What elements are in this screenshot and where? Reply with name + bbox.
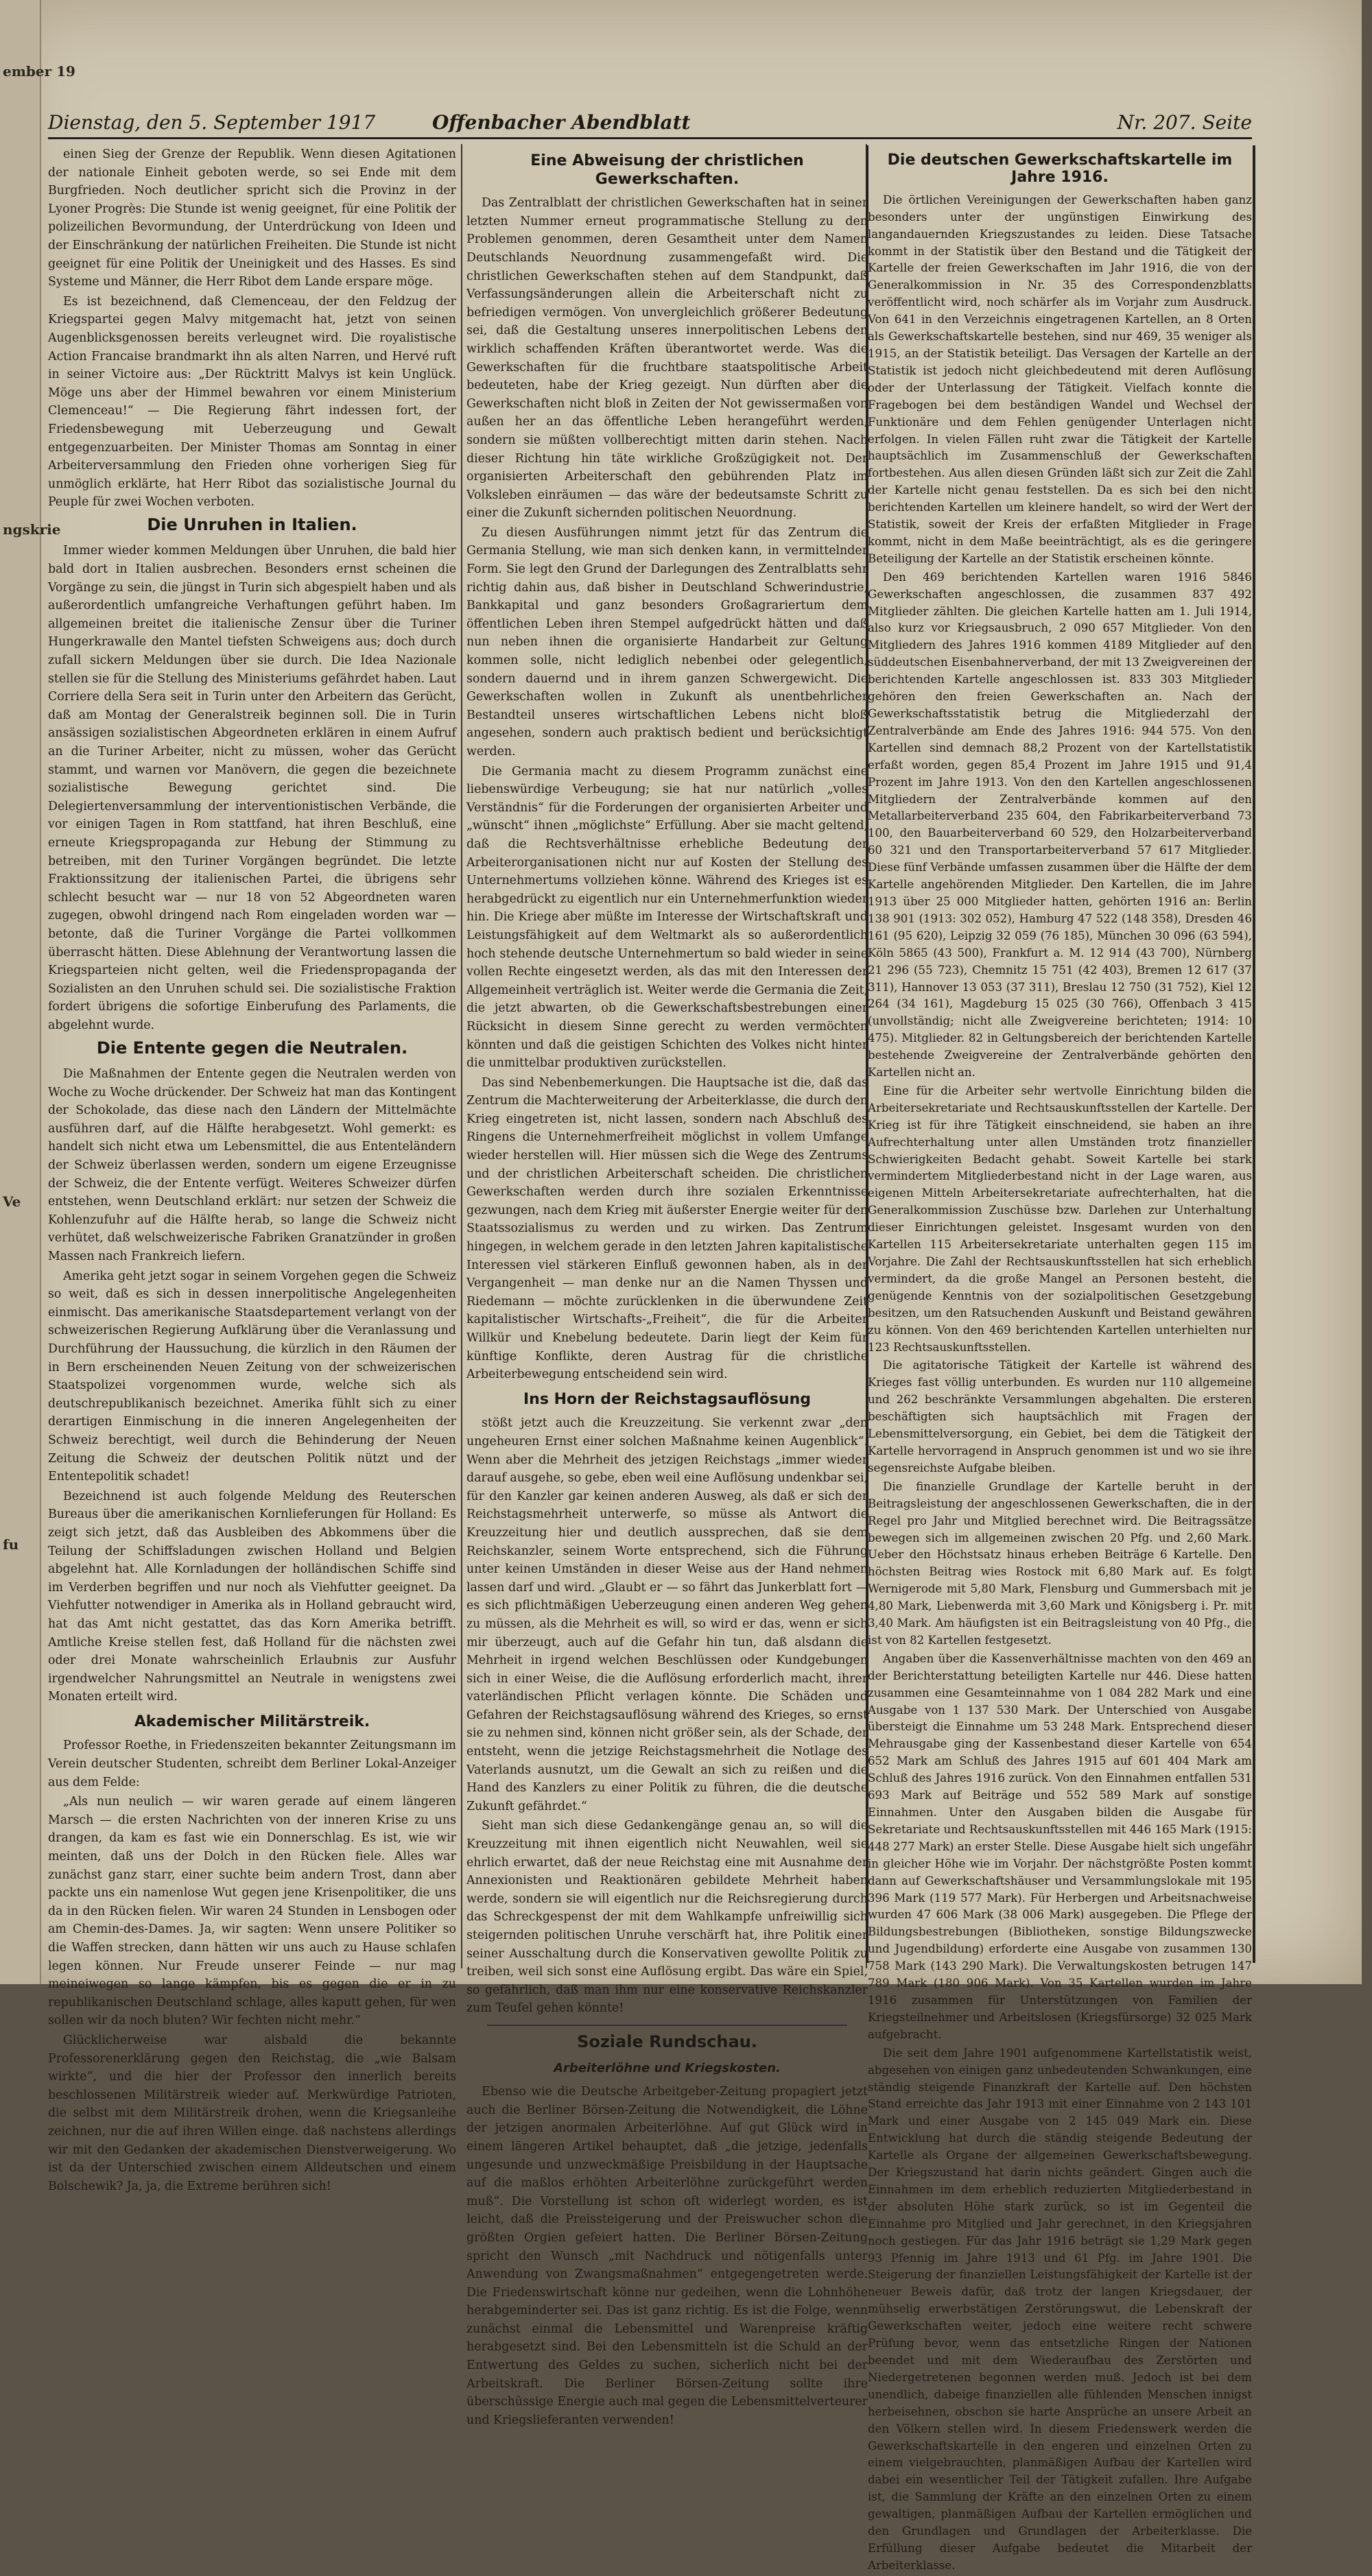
previous-page-strip [0,0,75,1984]
masthead-date: Dienstag, den 5. September 1917 [48,111,376,134]
strip-fragment: ngskrie [3,521,61,538]
paragraph: Die Maßnahmen der Entente gegen die Neutralen werden von Woche zu Woche drückender. Der Schweiz hat man das Kontingent der Schokolade, das diese nach den Ländern der Mittelmächte ausführen darf, auf die Hälfte herabgesetzt. Wohl gemerkt: es handelt sich nicht etwa um Lebensmittel, die aus Ententeländern der Schweiz überlassen werden, sondern um eigene Erzeugnisse der Schweiz, die der Entente verfügt. Weiteres Schweizer dürfen entstehen, wenn Deutschland erklärt: nur setzen der Schweiz die Kohlenzufuhr auf die Hälfte herab, so lange die Schweiz nicht verhütet, daß welschweizerische Fabriken Granatzünder in großen Massen nach Frankreich liefern. [48,1067,456,1264]
headline-militaer: Akademischer Militärstreik. [134,1713,370,1730]
paragraph: Die agitatorische Tätigkeit der Kartelle ist während des Krieges fast völlig unterbunden. Es wurden nur 110 allgemeine und 262 beschränkte Versammlungen abgehalten. Die ersteren beschäftigten sich hauptsächlich mit Fragen der Lebensmittelversorgung, ein Gebiet, bei dem die Tätigkeit der Kartelle hervorragend in Anspruch genommen ist und wo sie ihre segensreichste Aufgabe bleiben. [868,1359,1252,1475]
paragraph: Es ist bezeichnend, daß Clemenceau, der den Feldzug der Kriegspartei gegen Malvy mitgemacht hat, jetzt von seinen Augenblicksgenossen bereits verleugnet wird. Die royalistische Action Francaise brandmarkt ihn als alten Narren, und Hervé ruft in seiner Victoire aus: „Der Rücktritt Malvys ist kein Unglück. Möge uns aber der Himmel bewahren vor einem Ministerium Clemenceau!“ — Die Regierung fährt indessen fort, der Friedensbewegung mit Ueberzeugung und Gewalt entgegenzuarbeiten. Der Minister Thomas am Sonntag in einer Arbeiterversammlung den Frieden ohne vorherigen Sieg für unmöglich erklärte, hat Herr Ribot das sozialistische Journal du Peuple für zwei Wochen verboten. [48,294,456,510]
strip-fragment: ember 19 [3,63,75,80]
paragraph: Die finanzielle Grundlage der Kartelle beruht in der Beitragsleistung der angeschlossenen Gewerkschaften, die in der Regel pro Jahr und Mitglied berechnet wird. Die Beitragssätze bewegen sich im allgemeinen zwischen 20 Pfg. und 2,60 Mark. Ueber den Höchstsatz hinaus erheben Beiträge 6 Kartelle. Den höchsten Beitrag wies Rostock mit 6,80 Mark auf. Es folgt Wernigerode mit 5,80 Mark, Flensburg und Gummersbach mit je 4,80 Mark, Liebenwerda mit 3,60 Mark und Königsberg i. Pr. mit 3,40 Mark. Am häufigsten ist ein Beitragsleistung von 40 Pfg., die ist von 82 Kartellen festgesetzt. [868,1479,1252,1647]
paragraph: „Als nun neulich — wir waren gerade auf einem längeren Marsch — die ersten Nachrichten von der inneren Krise zu uns drangen, da kam es fast wie ein Donnerschlag. Es ist, wie wir meinten, daß uns der Dolch in den Rücken fiele. Alles war zunächst ganz starr, einer suchte beim andern Trost, dann aber packte uns ein namenlose Wut gegen jene Krisenpolitiker, die uns da in den Rücken fielen. Wir waren 24 Stunden in Lensbogen oder am Chemin-des-Dames. Ja, wir sagten: Wenn unsere Politiker so die Waffen strecken, dann hätten wir uns auch zu Hause schlafen legen können. Nur Freude unserer Feinde — nur mag meineiwegen so lange kämpfen, bis es gegen die er in zu republikanischen Deutschland schlage, alles kaputt gehen, für wen sollen wir da noch bluten? Wir fechten nicht mehr.“ [48,1795,456,2028]
paragraph: Die Germania macht zu diesem Programm zunächst eine liebenswürdige Verbeugung; sie hat nur natürlich „volles Verständnis“ für die Forderungen der organisierten Arbeiter und „wünscht“ ihnen „möglichste“ Erfüllung. Aber sie macht geltend, daß die Rechtsverhältnisse erhebliche Bedeutung der Arbeiterorganisationen nicht nur auf Kosten der Stellung des Unternehmertums vollziehen könne. Während des Krieges ist es herabgedrückt zu eigentlich nur ein Unternehmerfunktion wieder hin. Die Kriege aber müßte im Interesse der Wirtschaftskraft und Leistungsfähigkeit auf dem Weltmarkt als so außerordentlich hoch stehende deutsche Unternehmertum so bald wieder in seine vollen Rechte eingesetzt werden, als das mit den Interessen der Allgemeinheit verträglich ist. Weiter werde die Germania die Zeit, die jetzt abwarten, ob die Gewerkschaftsbestrebungen einer Rücksicht in diesem Sinne gerecht zu werden vermöchten könnten und daß die geistigen Schichten des Volkes nicht hinter die unmittelbar produktiven zurückstellen. [466,764,868,1071]
paragraph: Den 469 berichtenden Kartellen waren 1916 5846 Gewerkschaften angeschlossen, die zusammen 837 492 Mitglieder zählten. Die gleichen Kartelle hatten am 1. Juli 1914, also kurz vor Kriegsausbruch, 2 090 657 Mitglieder. Von den Mitgliedern des Jahres 1916 kommen 4189 Mitglieder auf den süddeutschen Eisenbahnerverband, der mit 13 Zweigvereinen der berichtenden Kartelle angeschlossen ist. 833 303 Mitglieder gehören den freien Gewerkschaften an. Nach der Gewerkschaftsstatistik betrug die Mitgliederzahl der Zentralverbände am Ende des Jahres 1916: 944 575. Von den Kartellen sind demnach 88,2 Prozent von der Kartellstatistik erfaßt worden, gegen 85,4 Prozent im Jahre 1915 und 91,4 Prozent im Jahre 1913. Von den den Kartellen angeschlossenen Mitgliedern der Zentralverbände kommen auf den Metallarbeiterverband 235 604, den Fabrikarbeiterverband 73 100, den Bauarbeiterverband 60 529, den Holzarbeiterverband 60 321 und den Transportarbeiterverband 57 617 Mitglieder. Diese fünf Verbände umfassen zusammen über die Hälfte der dem Kartelle angehörenden Mitglieder. Den Kartellen, die im Jahre 1913 über 25 000 Mitglieder hatten, gehörten 1916 an: Berlin 138 901 (1913: 302 052), Hamburg 47 522 (148 358), Dresden 46 161 (95 620), Leipzig 32 059 (76 185), München 30 096 (63 594), Köln 5865 (43 500), Frankfurt a. M. 12 914 (43 700), Nürnberg 21 296 (55 723), Chemnitz 15 751 (42 403), Bremen 12 617 (37 311), Hannover 13 053 (37 311), Breslau 12 750 (31 752), Kiel 12 264 (34 161), Magdeburg 15 025 (30 766), Offenbach 3 415 (unvollständig; nicht alle Zweigvereine berichteten; 1914: 10 475). Mitglieder. 82 in Geltungsbereich der berichtenden Kartelle bestehende Zweigvereine der Zentralverbände gehörten den Kartellen nicht an. [868,570,1252,1080]
paragraph: Das sind Nebenbemerkungen. Die Hauptsache ist die, daß das Zentrum die Machterweiterung der Arbeiterklasse, die durch den Krieg eingetreten ist, nicht lassen, sondern nach Abschluß des Ringens die Unternehmerfreiheit möglichst in vollem Umfange wieder herstellen will. Hier müssen sich die Wege des Zentrums und der christlichen Arbeiterschaft scheiden. Die christlichen Gewerkschaften werden durch ihre sozialen Erkenntnisse gezwungen, nach dem Krieg mit äußerster Energie weiter für den Staatssozialismus zu werden und zu wirken. Das Zentrum hingegen, in welchem gerade in den letzten Jahren kapitalistische Interessen viel stärkeren Einfluß gewonnen haben, als in der Vergangenheit — man denke nur an die Namen Thyssen und Riedemann — möchte zurücklenken in die überwundene Zeit kapitalistischer Wirtschafts-„Freiheit“, die für die Arbeiter Willkür und Knebelung bedeutete. Darin liegt der Keim für künftige Konflikte, deren Austrag für die christliche Arbeiterbewegung entscheidend sein wird. [466,1075,868,1382]
headline-abweisung: Eine Abweisung der christlichen Gewerkschaften. [530,152,804,188]
paragraph: Zu diesen Ausführungen nimmt jetzt für das Zentrum die Germania Stellung, wie man sich denken kann, in vermittelnder Form. Sie legt den Grund der Darlegungen des Zentralblatts sehr richtig dahin aus, daß bisher in Deutschland Schwerindustrie, Bankkapital und ganz besonders Großagrariertum dem öffentlichen Leben ihren Stempel aufgedrückt hätten und daß nun neben ihnen die organisierte Handarbeit zur Geltung kommen solle, nicht lediglich nebenbei oder gelegentlich, sondern dauernd und in ihrem ganzen Schwergewicht. Die Gewerkschaften wollen in Zukunft als unentbehrlicher Bestandteil unseres wirtschaftlichen Lebens nicht bloß angesehen, sondern auch praktisch bedient und berücksichtigt werden. [466,525,868,759]
headline-unruhen: Die Unruhen in Italien. [147,514,357,534]
headline-horn: Ins Horn der Reichstagsauflösung [523,1390,811,1408]
paragraph: stößt jetzt auch die Kreuzzeitung. Sie verkennt zwar „den ungeheuren Ernst einer solchen Maßnahme keinen Augenblick“. Wenn aber die Mehrheit des jetzigen Reichstags „immer wieder darauf ausgehe, so gebe, eben weil eine Auflösung undenkbar sei, für den Kanzler gar keinen anderen Ausweg, als daß er sich der Reichstagsmehrheit unterwerfe, so müsse als Antwort die Kreuzzeitung hier und deutlich aussprechen, daß sie dem Reichskanzler, seinem Worte entsprechend, sich die Führung unter keinen Umständen in dieser Weise aus der Hand nehmen lassen darf und wird. „Glaubt er — so fährt das Junkerblatt fort — es sich pflichtmäßigen Ueberzeugung einen anderen Weg gehen zu müssen, als die Mehrheit es will, so wird er das, wenn er sich mir überzeugt, auch auf die Gefahr hin tun, daß alsdann die Mehrheit in irgend welchen Beschlüssen oder Kundgebungen sich in einer Weise, die die Auflösung erforderlich macht, ihrer vaterländischen Pflicht verlagen könnte. Die Schäden und Gefahren der Reichstagsauflösung während des Krieges, so ernst sie zu nehmen sind, können nicht größer sein, als der Schade, der entsteht, wenn die jetzige Reichstagsmehrheit die Notlage des Vaterlands ausnutzt, um die Gewalt an sich zu reißen und die Hand des Kanzlers zu einer Politik zu führen, die die deutsche Zukunft gefährdet.“ [466,1416,868,1813]
column-1 [48,145,456,2197]
paragraph: Eine für die Arbeiter sehr wertvolle Einrichtung bilden die Arbeitersekretariate und Rechtsauskunftsstellen der Kartelle. Der Krieg ist für ihre Tätigkeit einschneidend, sie haben an ihre Aufrechterhaltung unter allen Umständen trotz finanzieller Schwierigkeiten Bedacht gehabt. Soweit Kartelle bei stark vermindertem Mitgliederbestand nicht in der Lage waren, aus eigenen Mitteln Arbeitersekretariate aufrechterhalten, hat die Generalkommission Zuschüsse bzw. Darlehen zur Unterhaltung dieser Einrichtungen geleistet. Insgesamt wurden von den Kartellen 115 Arbeitersekretariate unterhalten gegen 115 im Vorjahre. Die Zahl der Rechtsauskunftsstellen hat sich erheblich vermindert, da die große Mangel an Personen besteht, die genügende Kenntnis von der sozialpolitischen Gesetzgebung besitzen, um den Ratsuchenden Auskunft und Beistand gewähren zu können. Von den 469 berichtenden Kartellen unterhielten nur 123 Rechtsauskunftsstellen. [868,1084,1252,1354]
paragraph: Das Zentralblatt der christlichen Gewerkschaften hat in seiner letzten Nummer erneut programmatische Stellung zu den Problemen genommen, deren Gesamtheit unter dem Namen Deutschlands Neuordnung zusammengefaßt wird. Die christlichen Gewerkschaften stehen auf dem Standpunkt, daß Verfassungsänderungen allein die Arbeiterschaft nicht zu befriedigen vermögen. Von unvergleichlich größerer Bedeutung sei, daß die Gestaltung unseres innerpolitischen Lebens den wirklich schaffenden Kräften überantwortet werde. Was die Gewerkschaften für die fruchtbare staatspolitische Arbeit bedeuteten, habe der Krieg gezeigt. Nun dürften aber die Gewerkschaften nicht bloß in Zeiten der Not gewissermaßen von außen her an das öffentliche Leben herangeführt werden, sondern sie müßten vollberechtigt mitten darin stehen. Nach dieser Richtung hin täte wirkliche Großzügigkeit not. Der organisierten Arbeiterschaft den gebührenden Platz im Volksleben einräumen — das wäre der bedeutsamste Schritt zu einer die Zukunft sichernden politischen Neuordnung. [466,196,868,521]
column-rule [461,144,462,1968]
paragraph: Amerika geht jetzt sogar in seinem Vorgehen gegen die Schweiz so weit, daß es sich in dessen innerpolitische Angelegenheiten einmischt. Das amerikanische Staatsdepartement verlangt von der schweizerischen Regierung Aufklärung über die Veranlassung und Durchführung der Haussuchung, die kürzlich in den Räumen der in Bern erscheinenden Neuen Zeitung von der schweizerischen Staatspolizei vorgenommen wurde, welche sich als deutschrepublikanisch bezeichnet. Amerika fühlt sich zu einer derartigen Einmischung in die inneren Angelegenheiten der Schweiz berechtigt, weil durch die Behinderung der Neuen Zeitung die Schweiz der deutschen Politik nützt und der Ententepolitik schadet! [48,1269,456,1484]
column-3 [868,145,1252,2576]
paragraph: Sieht man sich diese Gedankengänge genau an, so will die Kreuzzeitung mit ihnen eigentlich nicht Neuwahlen, weil sie ehrlich erwartet, daß der neue Reichstag eine mit Ausnahme der Annexionisten und Reaktionären gebildete Mehrheit haben werde, sondern sie will eigentlich nur die Reichsregierung durch das Schreckgespenst der mit dem Wahlkampfe unfreiwillig sich steigernden politischen Unruhe verschärft hat, ihre Politik einer seiner Ausschaltung durch die Konservativen gewollte Politik zu treiben, weil sich sonst eine Auflösung ergibt. Das wäre ein Spiel, so gefährlich, daß man ihm nur eine konservative Reichskanzler zum Teufel gehen könnte! [466,1819,868,2016]
strip-fragment: Ve [3,1193,21,1210]
paragraph: Die seit dem Jahre 1901 aufgenommene Kartellstatistik weist, abgesehen von einigen ganz unbedeutenden Schwankungen, eine ständig steigende Finanzkraft der Kartelle auf. Den höchsten Stand erreichte das Jahr 1913 mit einer Einnahme von 2 143 101 Mark und einer Ausgabe von 2 145 049 Mark ein. Diese Entwicklung hat durch die ständig steigende Bedeutung der Kartelle als Organe der allgemeinen Gewerkschaftsbewegung. Der Kriegszustand hat darin nichts geändert. Gingen auch die Einnahmen im dem erheblich reduzierten Mitgliederbestand in der absoluten Höhe stark zurück, so ist im Gegenteil die Einnahme pro Mitglied und Jahr gerechnet, in den Kriegsjahren noch gestiegen. Für das Jahr 1916 beträgt sie 1,29 Mark gegen 93 Pfennig im Jahre 1913 und 61 Pfg. im Jahre 1901. Die Steigerung der finanziellen Leistungsfähigkeit der Kartelle ist der neuer Beweis dafür, daß trotz der langen Kriegsdauer, der mühselig erwerbstätigen Zerstörungswut, die Lebenskraft der Gewerkschaften weiter, jedoch eine weitere recht schwere Prüfung bevor, wenn das entsetzliche Ringen der Nationen beendet und mit dem Wiederaufbau des Zerstörten und Niedergetretenen begonnen werden muß. Jedoch ist bei dem unendlich, dabeige finanziellen alle fühlenden Menschen innigst herbeisehnen, obschon sie harte Ansprüche an unsere Arbeit an den Völkern stellen wird. In diesem Friedenswerk werden die Gewerkschaftskartelle in den engeren und einzelnen Orten zu einem vielgebrauchten, planmäßigen Aufbau der Kartellen wird dabei ein wesentlicher Teil der Tätigkeit zufallen. Ihre Aufgabe ist, die Sammlung der Kräfte an den einzelnen Orten zu einem gewaltigen, planmäßigen Aufbau der Kartellen ermöglichen und den Grundlagen und Grundlagen der Arbeiterklasse. Die Erfüllung dieser Aufgabe bedeutet die Mitarbeit der Arbeiterklasse. [868,2046,1252,2572]
box-border [1253,145,1255,1963]
paragraph: Die örtlichen Vereinigungen der Gewerkschaften haben ganz besonders unter der ungünstigen Einwirkung des langandauernden Kriegszustandes zu leiden. Diese Tatsache kommt in der Statistik über den Bestand und die Tätigkeit der Kartelle der freien Gewerkschaften im Jahr 1916, die von der Generalkommission in Nr. 35 des Correspondenzblatts veröffentlicht wird, noch schärfer als im Vorjahr zum Ausdruck. Von 641 in den Verzeichnis eingetragenen Kartellen, an 8 Orten als Gewerkschaftskartelle bestehen, sind nur 469, 35 weniger als 1915, an der Statistik beteiligt. Das Versagen der Kartelle an der Statistik ist jedoch nicht gleichbedeutend mit deren Auflösung oder der Unterlassung der Tätigkeit. Vielfach konnte die Fragebogen bei dem beständigen Wandel und Wechsel der Funktionäre und dem Fehlen genügender Unterlagen nicht erfolgen. In vielen Fällen ruht zwar die Tätigkeit der Kartelle hauptsächlich im Zusammenschluß der Gewerkschaften fortbestehen. Aus allen diesen Gründen läßt sich zur Zeit die Zahl der Kartelle nicht genau feststellen. Da es sich bei den nicht berichtenden Kartellen um kleinere handelt, so wird der Wert der Statistik, soweit der Kreis der erfaßten Mitglieder in Frage kommt, nicht in dem Maße beeinträchtigt, als es die geringere Beteiligung der Kartelle an der Statistik erscheinen könnte. [868,193,1252,565]
masthead [48,110,1252,139]
masthead-issue: Nr. 207. Seite [1117,111,1252,134]
paragraph: Immer wieder kommen Meldungen über Unruhen, die bald hier bald dort in Italien ausbrechen. Besonders ernst scheinen die Vorgänge zu sein, die jüngst in Turin sich abgespielt haben und als außerordentlich umfangreiche Verhaftungen geführt haben. Im allgemeinen breitet die italienische Zensur über die Turiner Hungerkrawalle den Mantel tiefsten Schweigens aus; doch durch zufall sickern Meldungen über sie durch. Die Idea Nazionale stellen sie für die Stellung des Ministeriums gefährdet haben. Laut Corriere della Sera seit in Turin unter den Arbeitern das Gerücht, daß am Montag der Generalstreik beginnen soll. Die in Turin ansässigen sozialistischen Abgeordneten erklären in einem Aufruf an die Turiner Arbeiter, nicht zu müssen, woher das Gerücht stammt, und warnen vor Manövern, die gegen die bezeichnete sozialistische Bewegung gerichtet sind. Die Delegiertenversammlung der interventionistischen Verbände, die vor einigen Tagen in Rom stattfand, hat ihren Beschluß, eine erneute Kriegspropaganda zur Hebung der Stimmung zu betreiben, mit den Turiner Vorgängen begründet. Die letzte Fraktionssitzung der italienischen Partei, die übrigens sehr schlecht besucht war — nur 18 von 52 Abgeordneten waren zugegen, obwohl dringend nach Rom eingeladen worden war — betonte, daß die Turiner Vorgänge die Partei vollkommen überrascht hätten. Diese Ablehnung der Verantwortung lassen die Kriegsparteien nicht gelten, weil die Friedenspropaganda der Sozialisten an den Unruhen schuld sei. Die sozialistische Fraktion fordert übrigens die sofortige Einberufung des Parlaments, die abgelehnt wurde. [48,544,456,1032]
paragraph: Glücklicherweise war alsbald die bekannte Professorenerklärung gegen den Reichstag, die „wie Balsam wirkte“, und die hier der Professor den innerlich bereits beschlossenen Militärstreik wieder auf. Merkwürdige Patrioten, die selbst mit dem Militärstreik drohen, wenn die Kriegsanleihe zeichnen, nur die auf ihren Willen einge. daß nachstens allerdings wir mit den Gedanken der akademischen Dienstverweigerung. Wo ist da der Unterschied zwischen einem Alldeutschen und einem Bolschewik? Ja, ja, die Extreme berühren sich! [48,2033,456,2193]
column-2 [466,145,868,2431]
strip-fragment: fu [3,1536,19,1553]
paragraph: Ebenso wie die Deutsche Arbeitgeber-Zeitung propagiert jetzt auch die Berliner Börsen-Zeitung die Notwendigkeit, die Löhne der jetzigen anormalen Arbeiterlöhne. Auf gut Glück wird in einem längeren Artikel behauptet, daß „die jetzige, jedenfalls ungesunde und unzweckmäßige Preisbildung in der Hauptsache auf die maßlos erhöhten Arbeiterlöhne zurückgeführt werden muß“. Die Vorstellung ist schon oft widerlegt worden, es ist leicht, daß die Preissteigerung und der Preiswucher schon die größten Orgien gefeiert hatten. Die Berliner Börsen-Zeitung spricht den Wunsch „mit Nachdruck und nötigenfalls unter Anwendung von Zwangsmaßnahmen“ entgegengetreten werde. Die Friedenswirtschaft könne nur gedeihen, wenn die Lohnhöhe herabgeminderter sei. Das ist ganz richtig. Es ist die Folge, wenn zunächst einmal die Lebensmittel und Warenpreise kräftig herabgesetzt sind. Bei den Lebensmitteln ist die Schuld an der Entwertung des Geldes zu suchen, sicherlich nicht bei der Arbeitskraft. Die Berliner Börsen-Zeitung sollte ihre überschüssige Energie auch mal gegen die Lebensmittelverteurer und Kriegslieferanten verwenden! [466,2085,868,2427]
subheadline-sozial: Arbeiterlöhne und Kriegskosten. [554,2060,781,2075]
paragraph: Bezeichnend ist auch folgende Meldung des Reuterschen Bureaus über die amerikanischen Kornlieferungen für Holland: Es zeigt sich jetzt, daß das Ausbleiben des Abkommens über die Teilung der Schiffsladungen zwischen Holland und Belgien abgelehnt hat. Alle Kornladungen der holländischen Schiffe sind im Verderben begriffen und nur noch als Viehfutter geeignet. Da Viehfutter notwendiger in Amerika als in Holland gebraucht wird, hat das Amt nicht gestattet, das das Korn Amerika betrifft. Amtliche Kreise stellen fest, daß Holland für die nächsten zwei oder drei Monate wahrscheinlich Erlaubnis zur Ausfuhr irgendwelcher Nahrungsmittel an Neutrale in wenigstens zwei Monaten erteilt wird. [48,1489,456,1704]
masthead-paper: Offenbacher Abendblatt [432,111,691,134]
section-divider [487,2025,847,2026]
headline-sozial: Soziale Rundschau. [577,2031,757,2051]
headline-kartelle: Die deutschen Gewerkschaftskartelle im Jahre 1916. [887,152,1233,186]
headline-entente: Die Entente gegen die Neutralen. [96,1038,408,1058]
paragraph: Angaben über die Kassenverhältnisse machten von den 469 an der Berichterstattung beteiligten Kartelle nur 446. Diese hatten zusammen eine Gesamteinnahme von 1 084 282 Mark und eine Ausgabe von 1 137 530 Mark. Der Unterschied von Ausgabe übersteigt die Einnahme um 53 248 Mark. Entsprechend dieser Mehrausgabe ging der Kassenbestand dieser Kartelle von 654 652 Mark am Schluß des Jahres 1915 auf 601 404 Mark am Schluß des Jahres 1916 zurück. Von den Einnahmen entfallen 531 693 Mark auf Beiträge und 552 589 Mark auf sonstige Einnahmen. Unter den Ausgaben bilden die Ausgabe für Sekretariate und Rechtsauskunftsstellen mit 446 165 Mark (1915: 448 277 Mark) an erster Stelle. Diese Ausgabe hielt sich ungefähr in gleicher Höhe wie im Vorjahr. Der nächstgrößte Posten kommt dann auf Gewerkschaftshäuser und Versammlungslokale mit 195 396 Mark (119 577 Mark). Für Herbergen und Arbeitsnachweise wurden 47 606 Mark (38 006 Mark) ausgegeben. Die Pflege der Bildungsbestrebungen (Bibliotheken, sonstige Bildungszwecke und Jugendbildung) erforderte eine Ausgabe von zusammen 130 758 Mark (143 290 Mark). Die Verwaltungskosten betrugen 147 789 Mark (180 906 Mark). Von 35 Kartellen wurden im Jahre 1916 zusammen für Unterstützungen von Familien der Kriegsteilnehmer und Arbeitslosen (Kriegsfürsorge) 32 025 Mark aufgebracht. [868,1651,1252,2041]
paragraph: Professor Roethe, in Friedenszeiten bekannter Zeitungsmann im Verein deutscher Studenten, schreibt dem Berliner Lokal-Anzeiger aus dem Felde: [48,1739,456,1789]
paragraph: einen Sieg der Grenze der Republik. Wenn diesen Agitationen der nationale Einheit geboten werde, so sei Ende mit dem Burgfrieden. Noch deutlicher spricht sich die Provinz in der Lyoner Progrès: Die Stunde ist wenig geeignet, für eine Politik der polizeilichen Bevormundung, der Unterdrückung von Ideen und der Einschränkung der natürlichen Freiheiten. Die Stunde ist nicht geeignet für eine Politik der Uneinigkeit und des Hasses. Es sind Systeme und Männer, die Herr Ribot dem Lande erspare möge. [48,147,456,289]
